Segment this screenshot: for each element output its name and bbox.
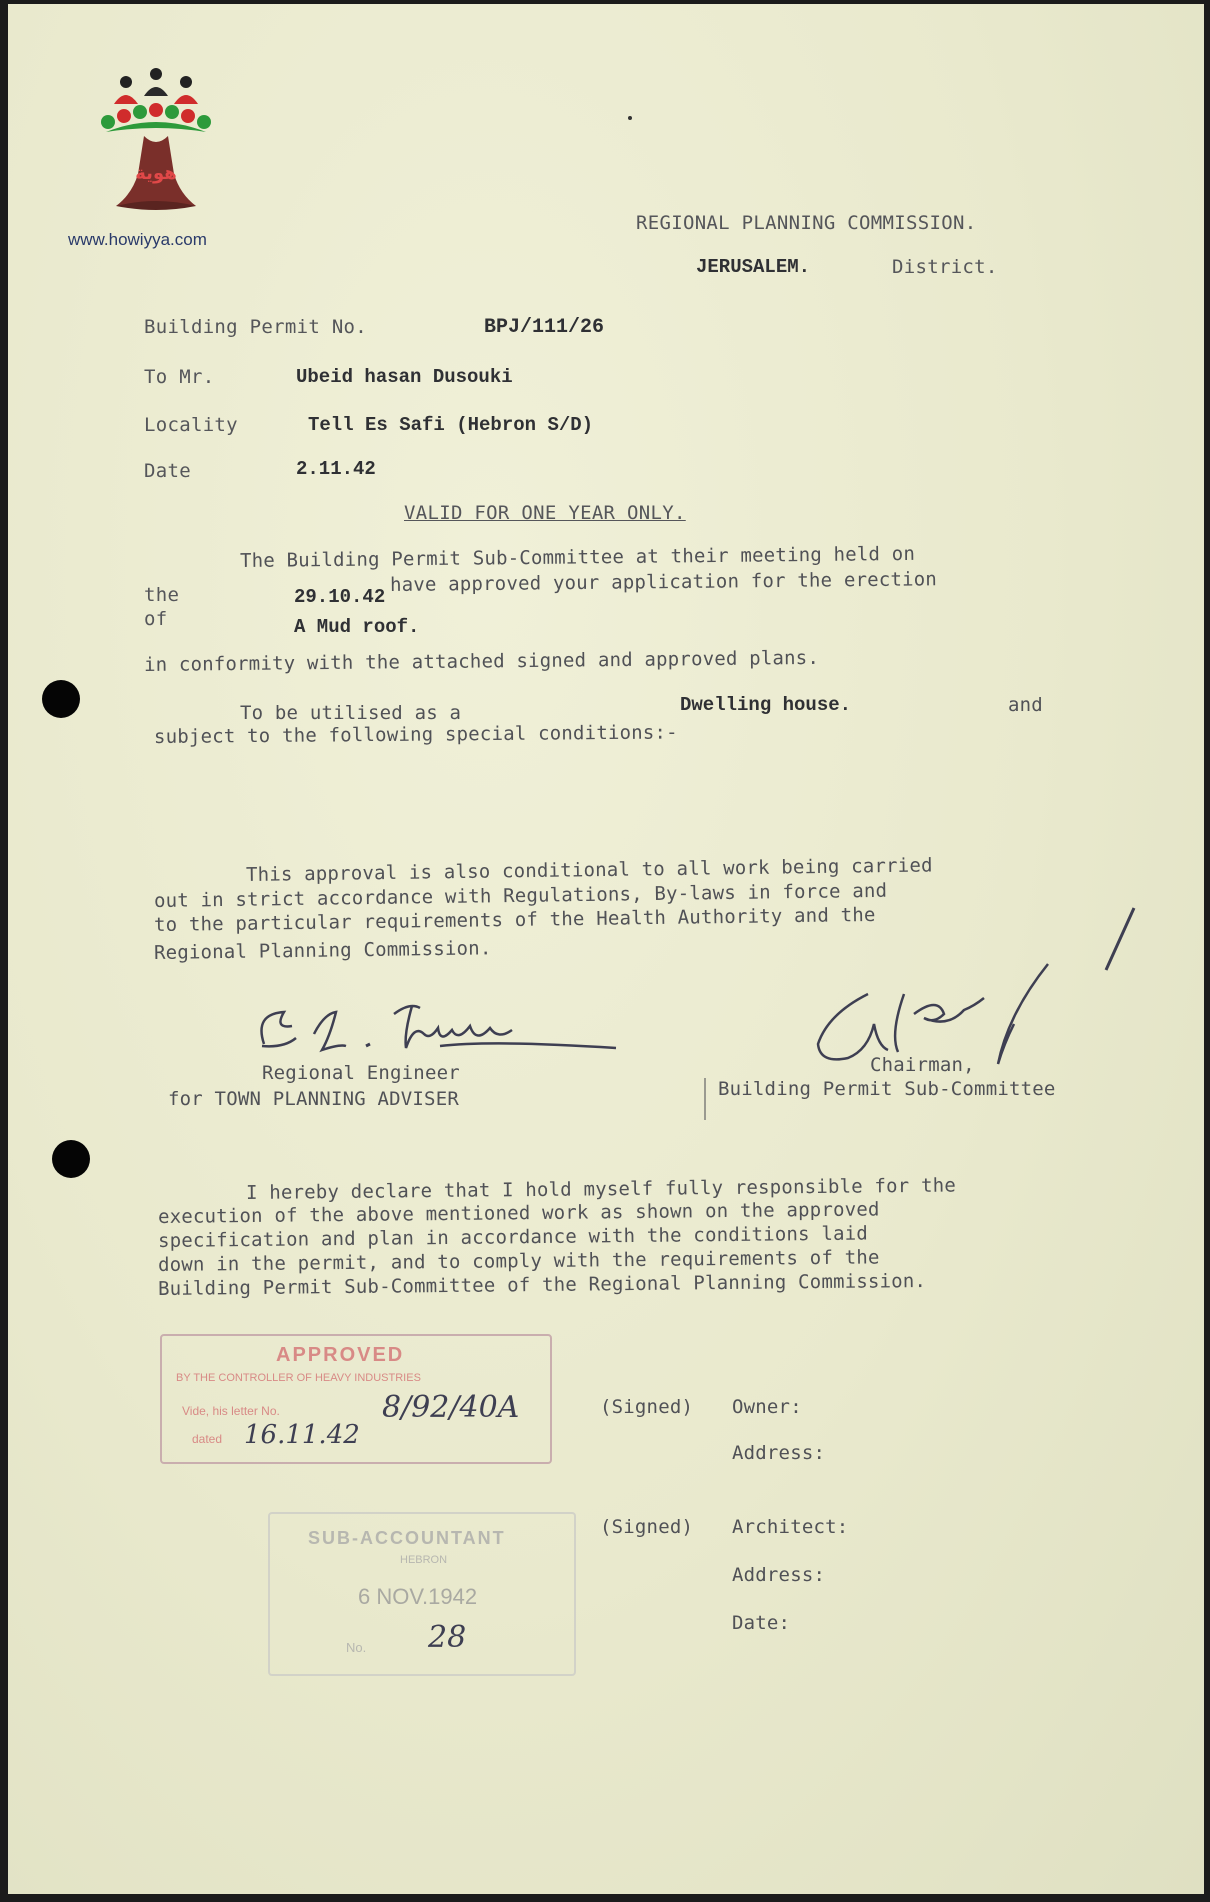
usage-line-2: subject to the following special conditions:- xyxy=(153,721,678,748)
approved-stamp-letter-no: 8/92/40A xyxy=(382,1390,520,1425)
the-label: the xyxy=(144,584,180,606)
validity-notice: VALID FOR ONE YEAR ONLY. xyxy=(404,502,686,524)
howiyya-logo xyxy=(86,64,226,234)
declaration-line-1: I hereby declare that I hold myself fully responsible for the xyxy=(245,1174,957,1204)
chairman-committee: Building Permit Sub-Committee xyxy=(718,1078,1056,1100)
chairman-divider xyxy=(704,1078,706,1120)
locality-value: Tell Es Safi (Hebron S/D) xyxy=(308,414,594,436)
district-label: District. xyxy=(892,256,998,278)
approval-line-1: The Building Permit Sub-Committee at their meeting held on xyxy=(239,542,916,572)
chairman-title: Chairman, xyxy=(870,1054,975,1076)
accountant-stamp-place: HEBRON xyxy=(400,1554,448,1566)
margin-slash xyxy=(1100,904,1140,974)
architect-date-label: Date: xyxy=(732,1612,791,1634)
conditional-line-3: to the particular requirements of the Health Authority and the xyxy=(153,903,876,936)
approved-stamp-dated-label: dated xyxy=(192,1432,223,1446)
owner-signed: (Signed) xyxy=(600,1396,694,1418)
accountant-stamp-date: 6 NOV.1942 xyxy=(358,1584,478,1609)
permit-number: BPJ/111/26 xyxy=(484,316,605,339)
recipient-name: Ubeid hasan Dusouki xyxy=(296,366,513,388)
declaration-line-4: down in the permit, and to comply with the requirements of the xyxy=(157,1246,880,1276)
permit-label: Building Permit No. xyxy=(144,316,368,338)
district-value: JERUSALEM. xyxy=(696,256,811,278)
conditional-line-2: out in strict accordance with Regulations, By-laws in force and xyxy=(153,879,888,912)
declaration-line-2: execution of the above mentioned work as shown on the approved xyxy=(157,1198,880,1228)
document-page xyxy=(8,4,1204,1894)
approval-line-2: have approved your application for the erection xyxy=(389,568,938,596)
accountant-stamp-no-label: No. xyxy=(346,1640,367,1655)
approved-stamp-subtitle: BY THE CONTROLLER OF HEAVY INDUSTRIES xyxy=(176,1372,421,1384)
approved-stamp-letter-label: Vide, his letter No. xyxy=(182,1404,280,1418)
locality-label: Locality xyxy=(144,414,238,436)
date-value: 2.11.42 xyxy=(296,458,376,480)
watermark-url: www.howiyya.com xyxy=(68,230,207,249)
tree-logo-icon xyxy=(86,64,226,234)
accountant-stamp-title: SUB-ACCOUNTANT xyxy=(308,1528,506,1548)
engineer-for: for TOWN PLANNING ADVISER xyxy=(168,1088,459,1110)
date-label: Date xyxy=(144,460,191,482)
approved-stamp-dated-value: 16.11.42 xyxy=(244,1420,360,1450)
engineer-signature xyxy=(244,984,624,1074)
meeting-date: 29.10.42 xyxy=(294,586,386,608)
commission-title: REGIONAL PLANNING COMMISSION. xyxy=(636,212,977,234)
of-label: of xyxy=(144,608,168,630)
to-label: To Mr. xyxy=(144,366,215,388)
conditional-line-1: This approval is also conditional to all work being carried xyxy=(245,854,933,886)
svg-text:هوية: هوية xyxy=(135,163,177,184)
declaration-line-3: specification and plan in accordance with the conditions laid xyxy=(157,1222,869,1252)
approval-line-3: in conformity with the attached signed and approved plans. xyxy=(143,646,820,676)
owner-address-label: Address: xyxy=(732,1442,826,1464)
ink-dot xyxy=(628,116,632,120)
erection-value: A Mud roof. xyxy=(294,616,420,638)
conditional-line-4: Regional Planning Commission. xyxy=(153,937,492,964)
punch-hole-top xyxy=(42,680,80,718)
declaration-line-5: Building Permit Sub-Committee of the Regional Planning Commission. xyxy=(157,1269,927,1300)
accountant-stamp-no-value: 28 xyxy=(428,1620,467,1655)
usage-and: and xyxy=(1008,694,1043,716)
usage-value: Dwelling house. xyxy=(680,694,852,716)
usage-prefix: To be utilised as a xyxy=(240,702,462,724)
punch-hole-bottom xyxy=(52,1140,90,1178)
architect-label: Architect: xyxy=(732,1516,849,1538)
architect-address-label: Address: xyxy=(732,1564,826,1586)
architect-signed: (Signed) xyxy=(600,1516,694,1538)
approved-stamp-title: APPROVED xyxy=(276,1344,405,1366)
owner-label: Owner: xyxy=(732,1396,802,1418)
engineer-title: Regional Engineer xyxy=(262,1062,460,1084)
